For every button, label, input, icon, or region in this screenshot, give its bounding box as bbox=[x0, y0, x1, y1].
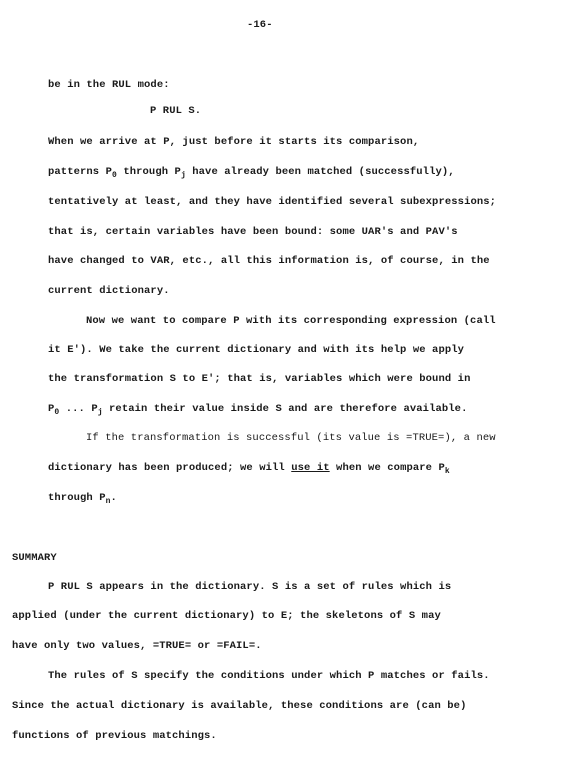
intro-line: be in the RUL mode: bbox=[48, 79, 170, 91]
p1-line-4: that is, certain variables have been bound: some UAR's and PAV's bbox=[48, 226, 458, 238]
p2-line-1: Now we want to compare P with its corresponding expression (call bbox=[86, 315, 496, 327]
summary-heading: SUMMARY bbox=[12, 552, 57, 564]
rule-expression: P RUL S. bbox=[150, 105, 202, 117]
p1-line-3: tentatively at least, and they have identified several subexpressions; bbox=[48, 196, 497, 208]
p1-line-6: current dictionary. bbox=[48, 285, 170, 297]
p3-line-1: If the transformation is successful (its value is =TRUE=), a new bbox=[86, 432, 496, 444]
summary-p1-line-1: P RUL S appears in the dictionary. S is a set of rules which is bbox=[48, 581, 452, 593]
summary-p2-line-3: functions of previous matchings. bbox=[12, 730, 217, 742]
p3-line-2: dictionary has been produced; we will use it when we compare $P_k$ bbox=[48, 462, 450, 476]
summary-p1-line-2: applied (under the current dictionary) to E; the skeletons of S may bbox=[12, 610, 441, 622]
summary-p1-line-3: have only two values, =TRUE= or =FAIL=. bbox=[12, 640, 262, 652]
page-number: -16- bbox=[247, 19, 273, 31]
p1-line-2: patterns $P_0$ through $P_j$ have already been matched (successfully), bbox=[48, 166, 455, 180]
p3-line-3: through $P_n$. bbox=[48, 492, 117, 506]
p1-line-1: When we arrive at P, just before it starts its comparison, bbox=[48, 136, 420, 148]
summary-p2-line-1: The rules of S specify the conditions under which P matches or fails. bbox=[48, 670, 490, 682]
p2-line-3: the transformation S to E'; that is, variables which were bound in bbox=[48, 373, 471, 385]
summary-p2-line-2: Since the actual dictionary is available, these conditions are (can be) bbox=[12, 700, 467, 712]
p2-line-4: $P_0$ ... $P_j$ retain their value inside S and are therefore available. bbox=[48, 403, 468, 417]
p2-line-2: it E'). We take the current dictionary and with its help we apply bbox=[48, 344, 465, 356]
p1-line-5: have changed to VAR, etc., all this information is, of course, in the bbox=[48, 255, 490, 267]
